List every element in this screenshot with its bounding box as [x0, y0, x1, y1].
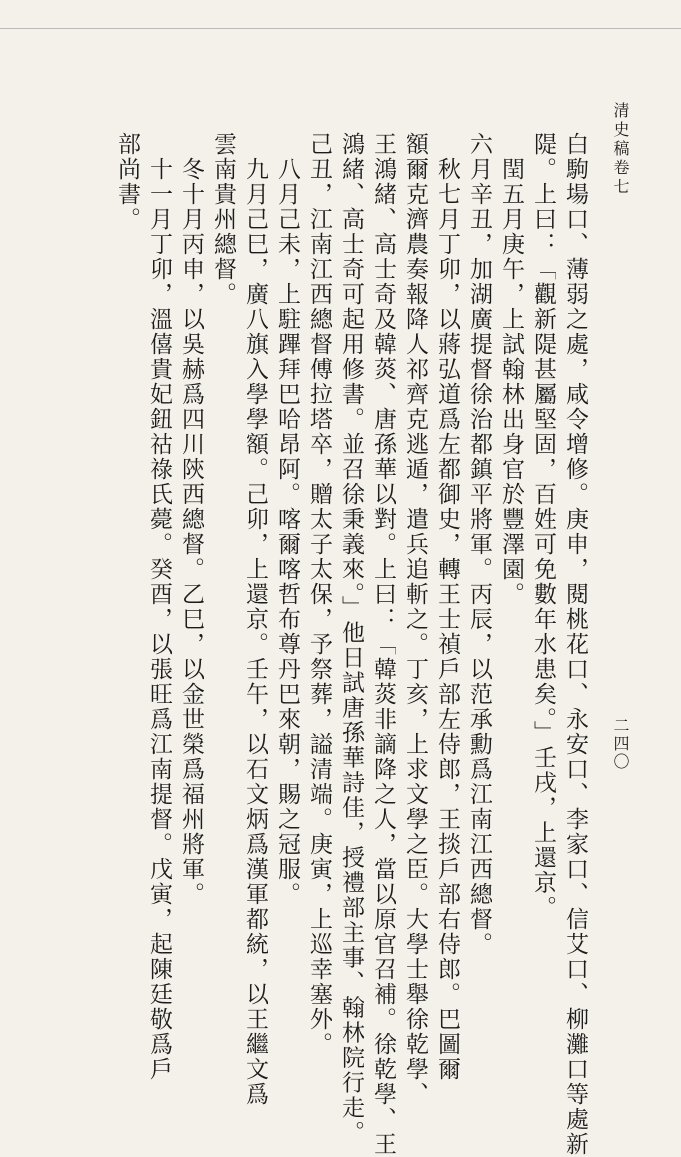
text-column-9: 己丑，江南江西總督傅拉塔卒，贈太子太保，予祭葬，謚清端。庚寅，上巡幸塞外。 — [306, 132, 332, 1057]
text-column-12: 雲南貴州總督。 — [210, 132, 236, 307]
text-column-11: 九月己巳，廣八旗入學學額。己卯，上還京。壬午，以石文炳爲漢軍都統，以王繼文爲 — [242, 157, 268, 1107]
text-column-6: 額爾克濟農奏報降人祁齊克逃遁，遣兵追斬之。丁亥，上求文學之臣。大學士舉徐乾學、 — [402, 132, 428, 1107]
top-rule — [0, 28, 681, 29]
text-column-7: 王鴻緒、高士奇及韓菼、唐孫華以對。上曰：「韓菼非謫降之人，當以原官召補。徐乾學、王 — [370, 132, 396, 1157]
text-column-1: 白駒場口、薄弱之處，咸令增修。庚申，閱桃花口、永安口、李家口、信艾口、柳灘口等處新 — [562, 132, 588, 1157]
text-column-10: 八月己未，上駐蹕拜巴哈昂阿。喀爾喀哲布尊丹巴來朝，賜之冠服。 — [274, 157, 300, 907]
text-column-15: 部尚書。 — [114, 132, 140, 232]
running-header: 清史稿卷七 — [611, 102, 630, 197]
text-column-8: 鴻緒、高士奇可起用修書。並召徐秉義來。」他日試唐孫華詩佳，授禮部主事、翰林院行走。 — [338, 132, 364, 1146]
text-column-3: 閏五月庚午，上試翰林出身官於豐澤園。 — [498, 157, 524, 607]
page-number: 二四〇 — [611, 717, 630, 771]
text-column-5: 秋七月丁卯，以蔣弘道爲左都御史，轉王士禎戶部左侍郎，王掞戶部右侍郎。巴圖爾 — [434, 157, 460, 1082]
text-column-14: 十一月丁卯，溫僖貴妃鈕祜祿氏薨。癸酉，以張旺爲江南提督。戊寅，起陳廷敬爲戶 — [146, 157, 172, 1082]
text-column-13: 冬十月丙申，以吳赫爲四川陝西總督。乙巳，以金世榮爲福州將軍。 — [178, 157, 204, 907]
text-column-4: 六月辛丑，加湖廣提督徐治都鎮平將軍。丙辰，以范承勳爲江南江西總督。 — [466, 132, 492, 957]
text-column-2: 隄。上曰：「觀新隄甚屬堅固，百姓可免數年水患矣。」壬戌，上還京。 — [530, 132, 556, 921]
